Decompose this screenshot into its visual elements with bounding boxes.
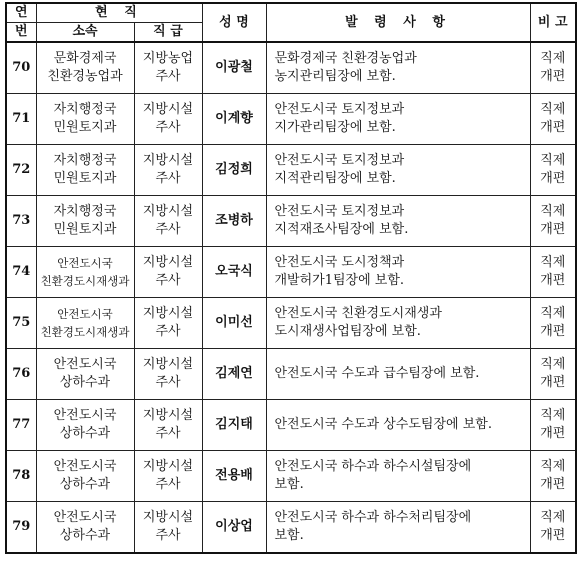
rank-line-1: 지방시설: [142, 102, 194, 117]
department-line-1: 안전도시국: [53, 408, 117, 423]
header-bigo: 비 고: [530, 3, 576, 42]
personnel-table: [5, 2, 577, 554]
row-appointment: [266, 451, 530, 502]
appointment-line-2: 지가관리팀장에 보함.: [274, 120, 396, 135]
rank-line-2: 주사: [155, 273, 181, 288]
remark-line-1: 직제: [540, 408, 566, 423]
remark-line-1: 직제: [540, 102, 566, 117]
rank-line-1: 지방시설: [142, 153, 194, 168]
rank-line-1: 지방시설: [142, 357, 194, 372]
rank-line-2: 주사: [155, 426, 181, 441]
appointment-line-1: 안전도시국 토지정보과: [274, 102, 405, 117]
table-body: [6, 42, 576, 553]
table-row: [6, 42, 576, 94]
row-name: 이미선: [202, 298, 266, 349]
row-number: 74: [6, 247, 36, 298]
department-line-2: 민원토지과: [53, 171, 117, 186]
appointment-line-1: 문화경제국 친환경농업과: [274, 51, 417, 66]
rank-line-2: 주사: [155, 120, 181, 135]
row-appointment: [266, 42, 530, 94]
row-appointment: [266, 145, 530, 196]
table-row: [6, 94, 576, 145]
rank-line-1: 지방농업: [142, 51, 194, 66]
row-name: 김정희: [202, 145, 266, 196]
remark-line-2: 개편: [540, 477, 566, 492]
remark-line-2: 개편: [540, 273, 566, 288]
remark-line-2: 개편: [540, 69, 566, 84]
row-remark: [530, 196, 576, 247]
remark-line-1: 직제: [540, 153, 566, 168]
table-row: [6, 145, 576, 196]
department-line-2: 상하수과: [59, 528, 111, 543]
row-remark: [530, 400, 576, 451]
appointment-line-1: 안전도시국 하수과 하수처리팀장에: [274, 510, 472, 525]
row-rank: [134, 502, 202, 554]
rank-line-1: 지방시설: [142, 255, 194, 270]
department-line-1: 안전도시국: [57, 256, 113, 270]
header-sosok: 소속: [36, 23, 134, 43]
appointment-line-1: 안전도시국 토지정보과: [274, 204, 405, 219]
row-remark: [530, 145, 576, 196]
table-row: [6, 502, 576, 554]
row-name: 이광철: [202, 42, 266, 94]
department-line-1: 안전도시국: [53, 357, 117, 372]
department-line-1: 안전도시국: [53, 510, 117, 525]
department-line-2: 민원토지과: [53, 120, 117, 135]
header-beon: 번: [6, 23, 36, 43]
row-rank: [134, 400, 202, 451]
row-remark: [530, 42, 576, 94]
rank-line-1: 지방시설: [142, 510, 194, 525]
row-department: [36, 298, 134, 349]
table-row: [6, 400, 576, 451]
row-department: [36, 502, 134, 554]
remark-line-2: 개편: [540, 222, 566, 237]
row-rank: [134, 298, 202, 349]
remark-line-1: 직제: [540, 204, 566, 219]
row-name: 김지태: [202, 400, 266, 451]
appointment-line-2: 보함.: [274, 477, 304, 492]
department-line-1: 문화경제국: [53, 51, 117, 66]
row-number: 72: [6, 145, 36, 196]
department-line-1: 안전도시국: [53, 459, 117, 474]
row-department: [36, 94, 134, 145]
department-line-2: 친환경도시재생과: [40, 274, 130, 288]
appointment-line-2: 농지관리팀장에 보함.: [274, 69, 396, 84]
rank-line-1: 지방시설: [142, 459, 194, 474]
rank-line-1: 지방시설: [142, 408, 194, 423]
row-department: [36, 247, 134, 298]
department-line-2: 상하수과: [59, 375, 111, 390]
row-number: 75: [6, 298, 36, 349]
rank-line-2: 주사: [155, 375, 181, 390]
appointment-line-2: 지적재조사팀장에 보함.: [274, 222, 409, 237]
remark-line-1: 직제: [540, 306, 566, 321]
rank-line-2: 주사: [155, 528, 181, 543]
appointment-line-1: 안전도시국 수도과 급수팀장에 보함.: [274, 366, 480, 381]
remark-line-1: 직제: [540, 51, 566, 66]
row-number: 78: [6, 451, 36, 502]
row-number: 76: [6, 349, 36, 400]
row-name: 조병하: [202, 196, 266, 247]
row-remark: [530, 451, 576, 502]
row-rank: [134, 94, 202, 145]
row-number: 73: [6, 196, 36, 247]
row-remark: [530, 94, 576, 145]
row-remark: [530, 298, 576, 349]
row-department: [36, 145, 134, 196]
appointment-line-1: 안전도시국 토지정보과: [274, 153, 405, 168]
row-name: 전용배: [202, 451, 266, 502]
row-name: 오국식: [202, 247, 266, 298]
table-row: [6, 247, 576, 298]
row-remark: [530, 502, 576, 554]
department-line-2: 상하수과: [59, 477, 111, 492]
remark-line-1: 직제: [540, 510, 566, 525]
department-line-2: 친환경도시재생과: [40, 325, 130, 339]
remark-line-2: 개편: [540, 528, 566, 543]
row-department: [36, 451, 134, 502]
rank-line-2: 주사: [155, 477, 181, 492]
row-rank: [134, 196, 202, 247]
appointment-line-2: 도시재생사업팀장에 보함.: [274, 324, 421, 339]
row-remark: [530, 247, 576, 298]
row-department: [36, 400, 134, 451]
row-appointment: [266, 196, 530, 247]
rank-line-2: 주사: [155, 222, 181, 237]
remark-line-1: 직제: [540, 459, 566, 474]
row-appointment: [266, 400, 530, 451]
row-rank: [134, 349, 202, 400]
header-jikgeup: 직 급: [134, 23, 202, 43]
header-seongmyeong: 성 명: [202, 3, 266, 42]
header-hyeonjik: 현 직: [36, 3, 202, 23]
header-row-top: [6, 3, 576, 23]
appointment-line-1: 안전도시국 친환경도시재생과: [274, 306, 442, 321]
row-department: [36, 349, 134, 400]
department-line-1: 자치행정국: [53, 153, 117, 168]
row-name: 이상업: [202, 502, 266, 554]
row-remark: [530, 349, 576, 400]
rank-line-1: 지방시설: [142, 306, 194, 321]
appointment-line-2: 보함.: [274, 528, 304, 543]
row-appointment: [266, 94, 530, 145]
row-name: 김제연: [202, 349, 266, 400]
row-number: 70: [6, 42, 36, 94]
row-appointment: [266, 298, 530, 349]
row-appointment: [266, 349, 530, 400]
rank-line-2: 주사: [155, 69, 181, 84]
row-department: [36, 42, 134, 94]
table-row: [6, 196, 576, 247]
row-rank: [134, 247, 202, 298]
appointment-line-1: 안전도시국 수도과 상수도팀장에 보함.: [274, 417, 492, 432]
row-rank: [134, 42, 202, 94]
remark-line-2: 개편: [540, 120, 566, 135]
appointment-line-2: 지적관리팀장에 보함.: [274, 171, 396, 186]
row-name: 이계향: [202, 94, 266, 145]
department-line-2: 상하수과: [59, 426, 111, 441]
row-appointment: [266, 247, 530, 298]
remark-line-1: 직제: [540, 255, 566, 270]
row-rank: [134, 145, 202, 196]
header-yeon: 연: [6, 3, 36, 23]
remark-line-2: 개편: [540, 375, 566, 390]
remark-line-2: 개편: [540, 171, 566, 186]
table-row: [6, 349, 576, 400]
table-row: [6, 298, 576, 349]
department-line-1: 자치행정국: [53, 102, 117, 117]
row-rank: [134, 451, 202, 502]
row-appointment: [266, 502, 530, 554]
row-number: 77: [6, 400, 36, 451]
row-number: 79: [6, 502, 36, 554]
department-line-2: 민원토지과: [53, 222, 117, 237]
department-line-2: 친환경농업과: [47, 69, 123, 84]
department-line-1: 안전도시국: [57, 307, 113, 321]
header-balryeong: 발 령 사 항: [266, 3, 530, 42]
rank-line-2: 주사: [155, 324, 181, 339]
rank-line-2: 주사: [155, 171, 181, 186]
remark-line-2: 개편: [540, 426, 566, 441]
rank-line-1: 지방시설: [142, 204, 194, 219]
table-row: [6, 451, 576, 502]
appointment-line-1: 안전도시국 하수과 하수시설팀장에: [274, 459, 472, 474]
remark-line-1: 직제: [540, 357, 566, 372]
appointment-line-2: 개발허가1팀장에 보함.: [274, 273, 405, 288]
row-number: 71: [6, 94, 36, 145]
appointment-line-1: 안전도시국 도시정책과: [274, 255, 405, 270]
row-department: [36, 196, 134, 247]
department-line-1: 자치행정국: [53, 204, 117, 219]
remark-line-2: 개편: [540, 324, 566, 339]
